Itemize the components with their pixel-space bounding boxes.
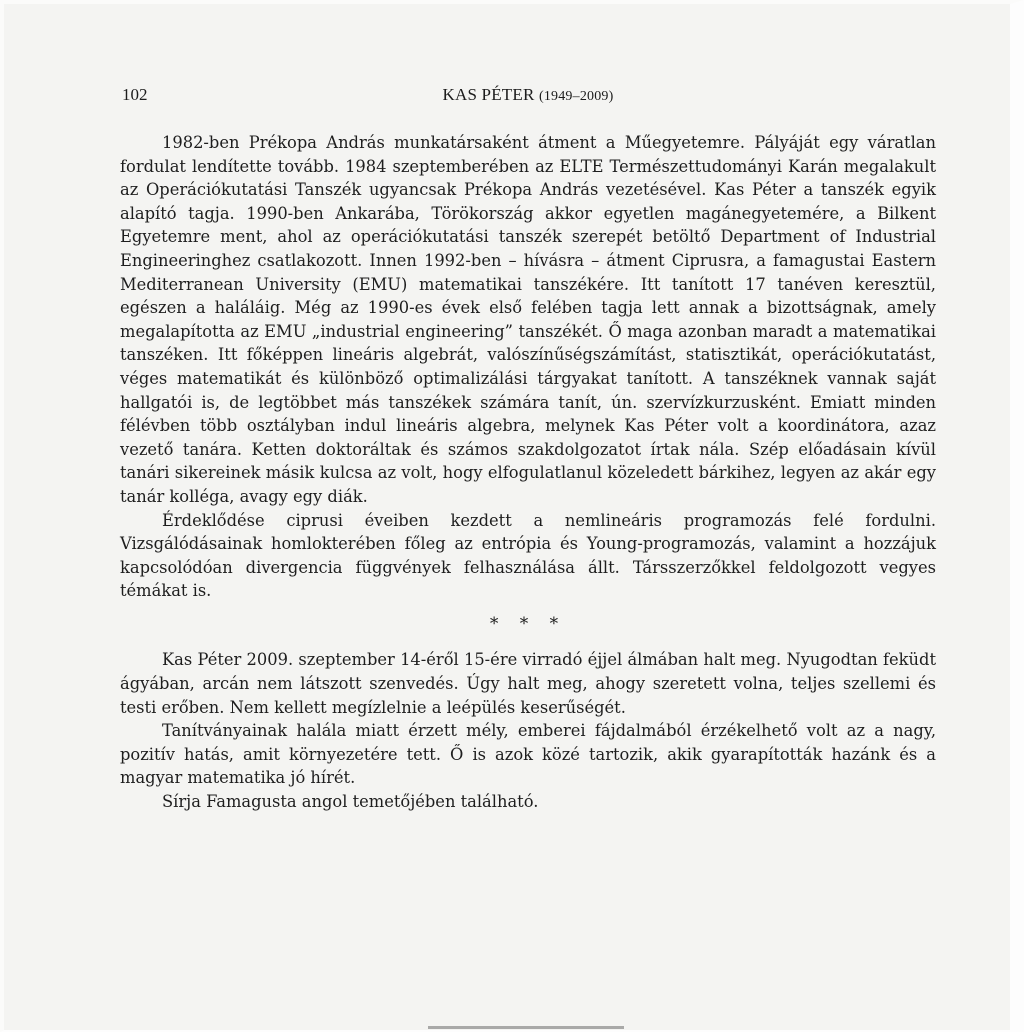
section-break-asterism: * * * [489,613,567,634]
paragraph-research: Érdeklődése ciprusi éveiben kezdett a nemlineáris programozás felé fordulni. Vizsgálódásainak homlokterében főleg az entrópia és Young-programozás, valamint a hozzájuk kapcsolódóan divergencia függvények felhasználása állt. Társszerzőkkel feldolgozott vegyes témákat is. [120,510,936,601]
body-text [120,131,936,814]
bottom-edge-mark [428,1026,624,1029]
running-title-dates: (1949–2009) [538,89,614,104]
running-title-name: KAS PÉTER [442,85,539,104]
page-number: 102 [122,85,148,104]
paragraph-legacy: Tanítványainak halála miatt érzett mély, emberei fájdalmából érzékelhető volt az a nagy, pozitív hatás, amit környezetére tett. Ő is azok közé tartozik, akik gyarapították hazánk és a magyar matematika jó hírét. [120,721,936,788]
running-title [120,85,936,105]
paragraph-death: Kas Péter 2009. szeptember 14-éről 15-ére virradó éjjel álmában halt meg. Nyugodtan feküdt ágyában, arcán nem látszott szenvedés. Úgy halt meg, ahogy szeretett volna, teljes szellemi és testi erőben. Nem kellett megízlelnie a leépülés keserűségét. [120,650,936,717]
running-head [120,85,936,109]
paragraph-grave: Sírja Famagusta angol temetőjében található. [162,792,539,812]
paragraph-career: 1982-ben Prékopa András munkatársaként átment a Műegyetemre. Pályáját egy váratlan fordulat lendítette tovább. 1984 szeptemberében az ELTE Természettudományi Karán megalakult az Operációkutatási Tanszék ugyancsak Prékopa András vezetésével. Kas Péter a tanszék egyik alapító tagja. 1990-ben Ankarába, Törökország akkor egyetlen magánegyetemére, a Bilkent Egyetemre ment, ahol az operációkutatási tanszék szerepét betöltő Department of Industrial Engineeringhez csatlakozott. Innen 1992-ben – hívásra – átment Ciprusra, a famagustai Eastern Mediterranean University (EMU) matematikai tanszékére. Itt tanított 17 tanéven keresztül, egészen a haláláig. Még az 1990-es évek első felében tagja lett annak a bizottságnak, amely megalapította az EMU „industrial engineering” tanszékét. Ő maga azonban maradt a matematikai tanszéken. Itt főképpen lineáris algebrát, valószínűségszámítást, statisztikát, operációkutatást, véges matematikát és különböző optimalizálási tárgyakat tanított. A tanszéknek vannak saját hallgatói is, de legtöbbet más tanszékek számára tanít, ún. szervízkurzusként. Emiatt minden félévben több osztályban indul lineáris algebra, melynek Kas Péter volt a koordinátora, azaz vezető tanára. Ketten doktoráltak és számos szakdolgozatot írtak nála. Szép előadásain kívül tanári sikereinek másik kulcsa az volt, hogy elfogulatlanul közeledett bárkihez, legyen az akár egy tanár kolléga, avagy egy diák. [120,133,936,506]
